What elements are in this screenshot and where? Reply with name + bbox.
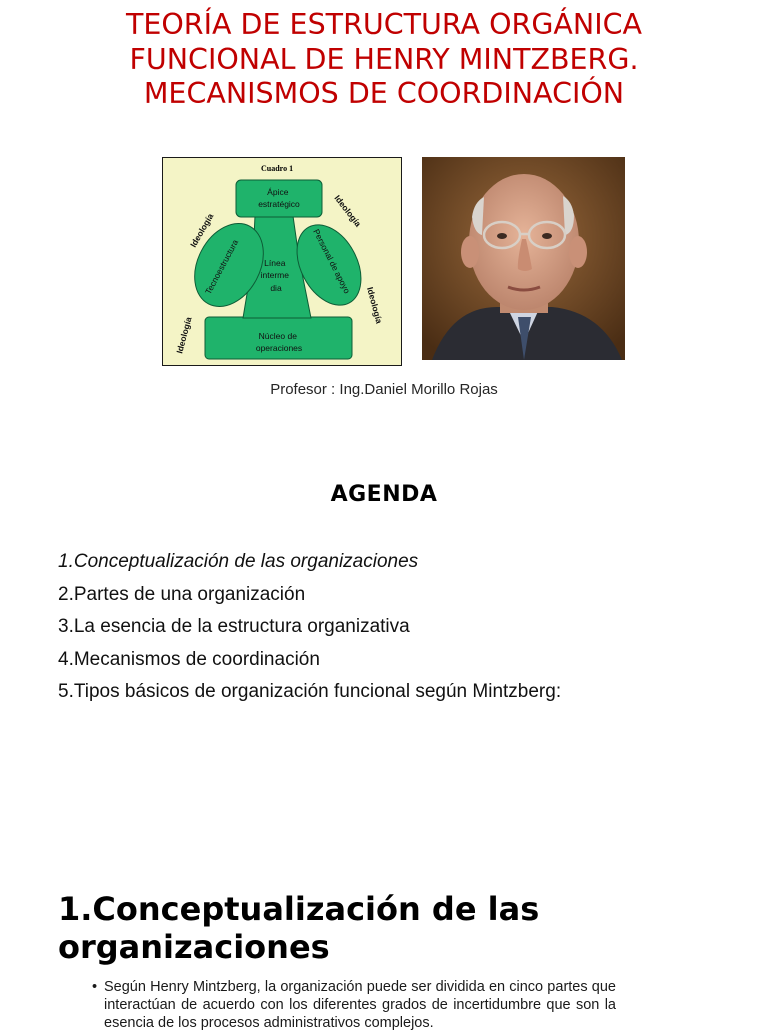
professor-name: Profesor : Ing.Daniel Morillo Rojas <box>270 381 498 398</box>
bullet-marker: • <box>92 979 98 995</box>
paragraph-text: Según Henry Mintzberg, la organización puede ser dividida en cinco partes que interactúan de acuerdo con los diferentes grados de incertidumbre que son la esencia de los procesos administrativos complejos. <box>104 979 616 1031</box>
mintzberg-structure-diagram <box>162 157 402 366</box>
agenda-item: 3.La esencia de la estructura organizativa <box>58 616 410 637</box>
agenda-item: 5.Tipos básicos de organización funcional según Mintzberg: <box>58 681 562 702</box>
slide-title: TEORÍA DE ESTRUCTURA ORGÁNICA FUNCIONAL DE HENRY MINTZBERG. MECANISMOS DE COORDINACIÓN <box>125 8 643 110</box>
agenda-item: 1.Conceptualización de las organizaciones <box>58 551 419 572</box>
agenda-item: 4.Mecanismos de coordinación <box>58 648 320 670</box>
agenda-list <box>58 548 561 711</box>
apex-label: Ápice estratégico <box>258 187 300 209</box>
ideology-label-top-right: Ideología <box>332 193 364 229</box>
ideology-label-top-left: Ideología <box>188 211 216 249</box>
diagram-caption: Cuadro 1 <box>261 164 294 173</box>
ideology-label-right: Ideología <box>365 285 385 325</box>
agenda-item: 2.Partes de una organización <box>58 583 306 605</box>
ideology-label-bottom-left: Ideología <box>174 315 194 355</box>
operating-core-label: Núcleo de operaciones <box>255 331 303 353</box>
support-staff-label: Personal de apoyo <box>311 227 353 296</box>
henry-mintzberg-portrait <box>422 157 625 360</box>
section-heading: 1.Conceptualización de las organizaciones <box>58 890 540 966</box>
middle-line-label: Línea interme dia <box>260 258 289 293</box>
agenda-heading: AGENDA <box>330 482 438 507</box>
technostructure-label: Tecnoestructura <box>202 237 241 296</box>
